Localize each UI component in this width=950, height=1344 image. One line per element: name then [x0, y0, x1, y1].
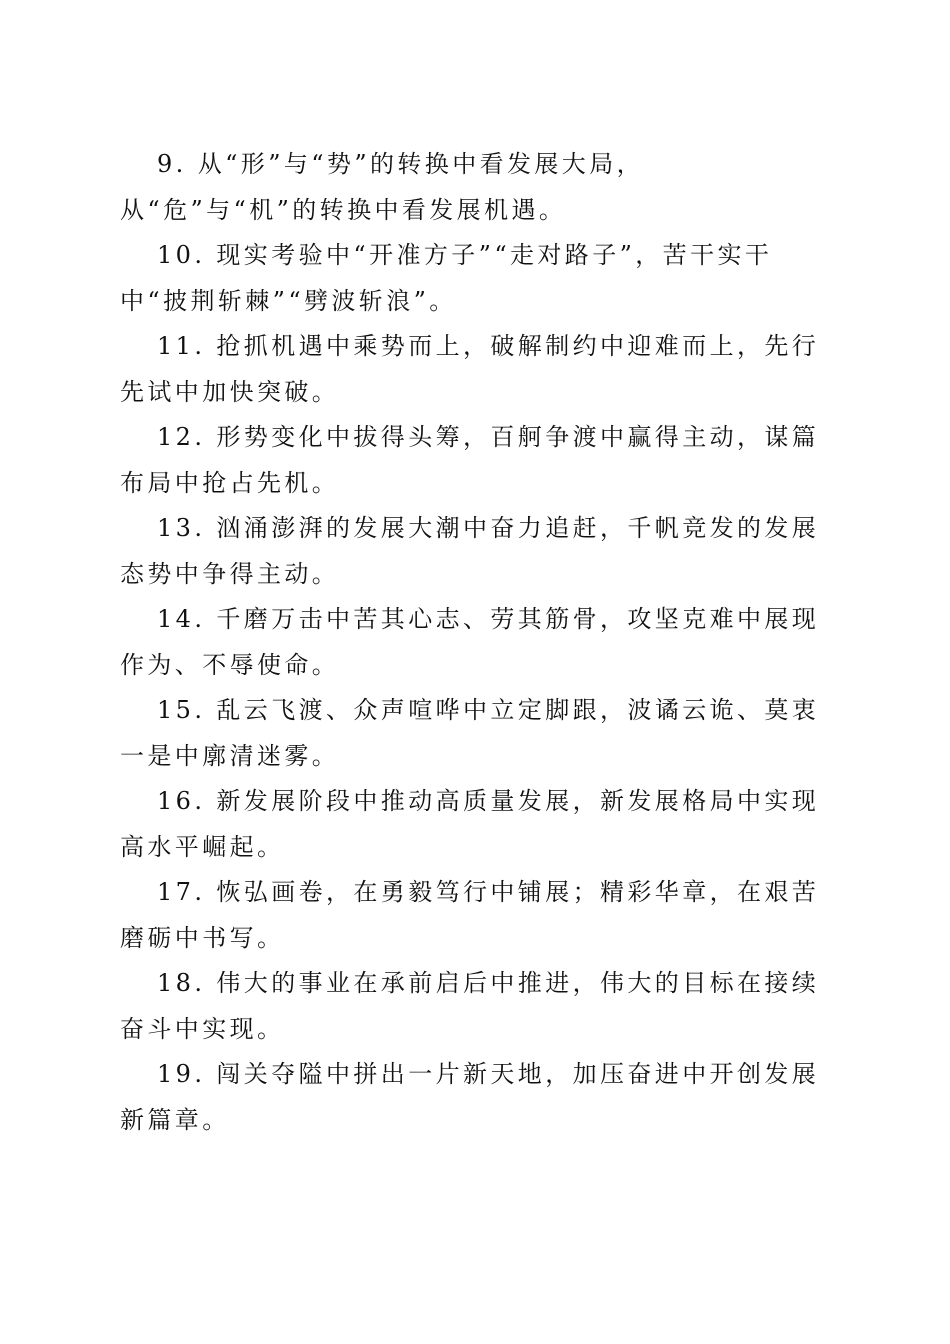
paragraph-item-17: 17. 恢弘画卷，在勇毅笃行中铺展；精彩华章，在艰苦磨砺中书写。	[120, 878, 820, 952]
paragraph-item-15: 15. 乱云飞渡、众声喧哗中立定脚跟，波谲云诡、莫衷一是中廓清迷雾。	[120, 696, 820, 770]
paragraph-item-13: 13. 汹涌澎湃的发展大潮中奋力追赶，千帆竞发的发展态势中争得主动。	[120, 514, 820, 588]
paragraph-item-14: 14. 千磨万击中苦其心志、劳其筋骨，攻坚克难中展现作为、不辱使命。	[120, 605, 820, 679]
paragraph-item-18: 18. 伟大的事业在承前启后中推进，伟大的目标在接续奋斗中实现。	[120, 969, 820, 1043]
document-body	[120, 142, 826, 1143]
paragraph-item-12: 12. 形势变化中拔得头筹，百舸争渡中赢得主动，谋篇布局中抢占先机。	[120, 423, 820, 497]
paragraph-item-19: 19. 闯关夺隘中拼出一片新天地，加压奋进中开创发展新篇章。	[120, 1060, 820, 1134]
paragraph-item-10: 10. 现实考验中“开准方子”“走对路子”，苦干实干中“披荆斩棘”“劈波斩浪”。	[120, 241, 773, 315]
paragraph-item-9: 9. 从“形”与“势”的转换中看发展大局，从“危”与“机”的转换中看发展机遇。	[120, 150, 645, 224]
paragraph-item-11: 11. 抢抓机遇中乘势而上，破解制约中迎难而上，先行先试中加快突破。	[120, 332, 820, 406]
paragraph-item-16: 16. 新发展阶段中推动高质量发展，新发展格局中实现高水平崛起。	[120, 787, 820, 861]
